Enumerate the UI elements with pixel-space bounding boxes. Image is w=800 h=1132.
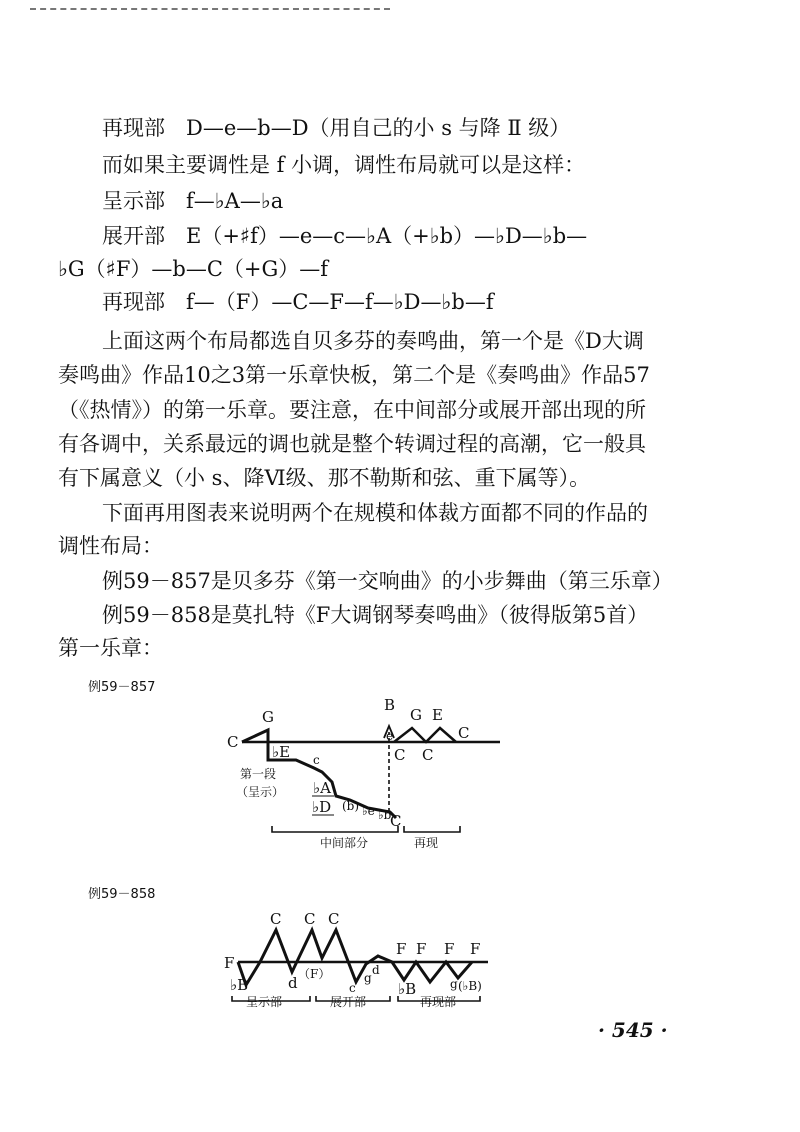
text-line: 再现部 D—e—b—D（用自己的小 s 与降 Ⅱ 级） bbox=[102, 116, 571, 140]
curve-g-peak bbox=[242, 730, 268, 742]
section-1-subcaption: （呈示） bbox=[236, 785, 285, 799]
key-e-flat: ♭E bbox=[272, 743, 291, 761]
top-dashed-rule bbox=[30, 8, 390, 10]
key-g2: G bbox=[410, 706, 422, 724]
curve-recap bbox=[394, 728, 456, 742]
key-e-upper: E bbox=[432, 706, 443, 724]
key-d: d bbox=[288, 974, 298, 992]
text-line: 有下属意义（小 s、降Ⅵ级、那不勒斯和弦、重下属等）。 bbox=[58, 466, 591, 490]
section-1-caption: 第一段 bbox=[240, 767, 277, 781]
text-line: 例59－858是莫扎特《F大调钢琴奏鸣曲》（彼得版第5首） bbox=[102, 603, 649, 627]
text-line: ♭G（♯F）—b—C（+G）—f bbox=[58, 257, 329, 281]
key-c1: C bbox=[270, 910, 282, 928]
key-g-small: g bbox=[364, 971, 372, 985]
key-d-flat: ♭D bbox=[312, 798, 332, 816]
key-b-flat-small: (b) bbox=[342, 799, 360, 813]
key-f-paren: （F） bbox=[298, 967, 331, 981]
key-b-small: ♭b bbox=[378, 808, 392, 822]
section-2-caption: 中间部分 bbox=[320, 836, 369, 850]
key-c-mid1: C bbox=[394, 746, 406, 764]
key-g-right: g bbox=[450, 977, 458, 991]
text-line: 而如果主要调性是 f 小调，调性布局就可以是这样： bbox=[102, 153, 586, 177]
key-e-flat-small: ♭e bbox=[362, 804, 375, 818]
bracket-recap bbox=[404, 826, 460, 832]
text-line: 有各调中，关系最远的调也就是整个转调过程的高潮，它一般具 bbox=[58, 432, 646, 456]
curve-wave bbox=[238, 930, 472, 985]
key-f1: F bbox=[396, 940, 407, 958]
key-d-small: d bbox=[372, 963, 380, 977]
section-1-caption: 呈示部 bbox=[246, 995, 283, 1009]
key-f-left: F bbox=[224, 954, 235, 972]
key-f3: F bbox=[444, 940, 455, 958]
key-b-flat-right: ♭B bbox=[398, 980, 417, 998]
section-3-caption: 再现部 bbox=[420, 995, 457, 1009]
key-c2: C bbox=[304, 910, 316, 928]
key-g-peak: G bbox=[262, 708, 274, 726]
key-e-small-top: e bbox=[386, 729, 394, 743]
key-f4: F bbox=[470, 940, 481, 958]
key-a-flat: ♭A bbox=[313, 779, 331, 797]
key-c-mid2: C bbox=[422, 746, 434, 764]
key-c-start: C bbox=[227, 733, 239, 751]
key-b-flat-left: ♭B bbox=[230, 976, 249, 994]
text-line: 展开部 E（+♯f）—e—c—♭A（+♭b）—♭D—♭b— bbox=[102, 224, 588, 248]
text-line: （《热情》）的第一乐章。要注意，在中间部分或展开部出现的所 bbox=[58, 398, 646, 422]
key-c-small: c bbox=[313, 753, 320, 767]
text-line: 调性布局： bbox=[58, 534, 163, 558]
key-b-flat-paren: (♭B) bbox=[458, 979, 482, 993]
text-line: 奏鸣曲》作品10之3第一乐章快板，第二个是《奏鸣曲》作品57 bbox=[58, 363, 650, 387]
example-2-label: 例59－858 bbox=[88, 887, 156, 902]
text-line: 下面再用图表来说明两个在规模和体裁方面都不同的作品的 bbox=[102, 501, 648, 525]
key-b: B bbox=[384, 696, 396, 714]
section-2-caption: 展开部 bbox=[330, 995, 367, 1009]
text-line: 例59－857是贝多芬《第一交响曲》的小步舞曲（第三乐章） bbox=[102, 569, 673, 593]
example-2-diagram bbox=[0, 900, 800, 1020]
example-1-diagram bbox=[0, 690, 800, 860]
section-3-caption: 再现 bbox=[414, 836, 439, 850]
bracket-middle bbox=[272, 826, 398, 832]
key-f2: F bbox=[416, 940, 427, 958]
text-line: 再现部 f—（F）—C—F—f—♭D—♭b—f bbox=[102, 290, 494, 314]
key-c-end: C bbox=[458, 724, 470, 742]
key-c-low: c bbox=[349, 981, 356, 995]
text-line: 上面这两个布局都选自贝多芬的奏鸣曲，第一个是《D大调 bbox=[102, 329, 644, 353]
key-c3: C bbox=[328, 910, 340, 928]
text-line: 第一乐章： bbox=[58, 636, 163, 660]
page-number: · 545 · bbox=[598, 1018, 668, 1042]
example-1-label: 例59－857 bbox=[88, 680, 156, 695]
text-line: 呈示部 f—♭A—♭a bbox=[102, 189, 284, 213]
key-c-low: C bbox=[390, 812, 402, 830]
